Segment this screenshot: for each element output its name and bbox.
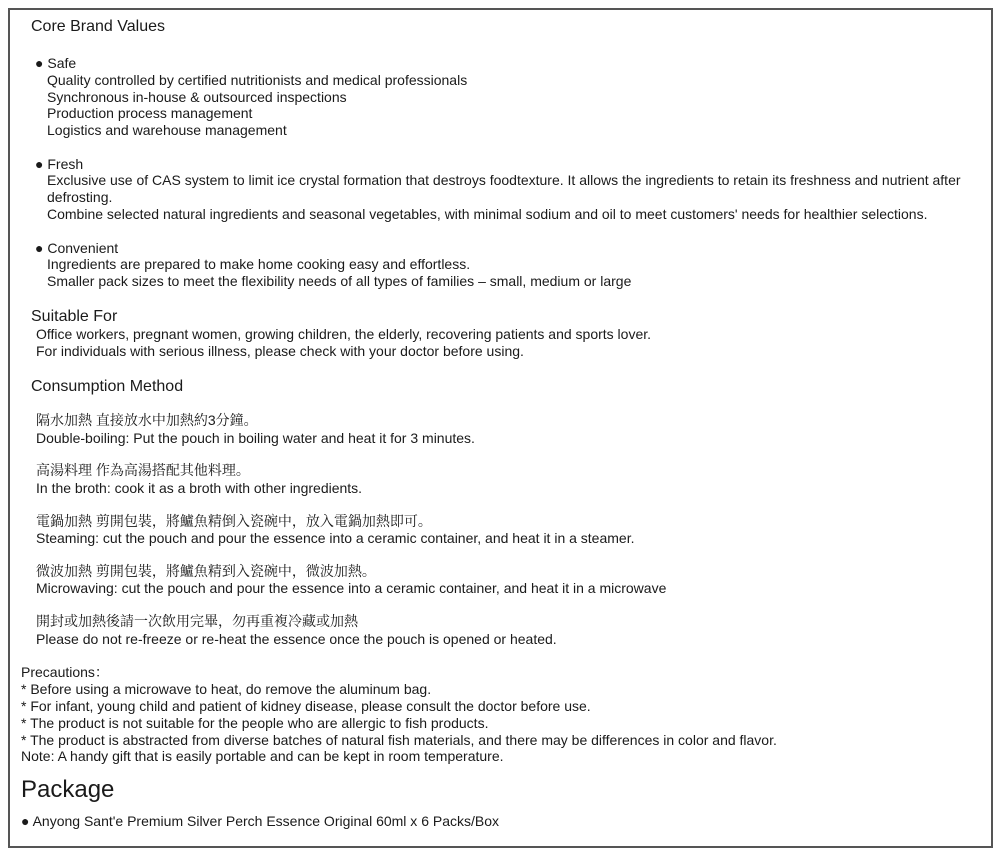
precautions-title: Precautions： [21,664,109,680]
precaution-note: Note: A handy gift that is easily portable and can be kept in room temperature. [21,748,504,764]
safe-line: Logistics and warehouse management [47,122,287,138]
precaution-item: * The product is abstracted from diverse batches of natural fish materials, and there may be differences in color and flavor. [21,732,777,748]
fresh-line: Combine selected natural ingredients and seasonal vegetables, with minimal sodium and oil to meet customers' needs for healthier selections. [47,206,928,222]
method-en: In the broth: cook it as a broth with other ingredients. [36,480,363,496]
method-zh: 隔水加熱 直接放水中加熱約3分鐘。 [36,412,258,428]
convenient-line: Ingredients are prepared to make home cooking easy and effortless. [47,256,471,272]
fresh-heading: ● Fresh [35,156,84,172]
precaution-item: * The product is not suitable for the people who are allergic to fish products. [21,715,489,731]
consumption-title: Consumption Method [31,378,184,395]
suitable-for-title: Suitable For [31,308,118,325]
core-values-title: Core Brand Values [31,18,165,35]
suitable-for-line: Office workers, pregnant women, growing children, the elderly, recovering patients and sports lover. [36,326,652,342]
convenient-line: Smaller pack sizes to meet the flexibility needs of all types of families – small, medium or large [47,273,632,289]
safe-line: Production process management [47,105,253,121]
method-zh: 電鍋加熱 剪開包裝，將鱸魚精倒入瓷碗中，放入電鍋加熱即可。 [36,513,432,529]
bullet-icon: ● [35,240,44,256]
bullet-icon: ● [35,55,44,71]
package-item: ● Anyong Sant'e Premium Silver Perch Essence Original 60ml x 6 Packs/Box [21,813,500,829]
suitable-for-line: For individuals with serious illness, please check with your doctor before using. [36,343,524,359]
safe-line: Synchronous in-house & outsourced inspections [47,89,347,105]
safe-heading: ● Safe [35,55,77,71]
method-en: Steaming: cut the pouch and pour the essence into a ceramic container, and heat it in a steamer. [36,530,635,546]
method-en: Please do not re-freeze or re-heat the essence once the pouch is opened or heated. [36,631,557,647]
method-en: Microwaving: cut the pouch and pour the essence into a ceramic container, and heat it in a microwave [36,580,667,596]
safe-line: Quality controlled by certified nutritionists and medical professionals [47,72,468,88]
method-zh: 開封或加熱後請一次飲用完畢，勿再重複冷藏或加熱 [36,613,358,629]
method-zh: 微波加熱 剪開包裝，將鱸魚精到入瓷碗中，微波加熱。 [36,563,376,579]
bullet-icon: ● [35,156,44,172]
precaution-item: * For infant, young child and patient of kidney disease, please consult the doctor before use. [21,698,591,714]
package-title: Package [21,776,115,803]
method-en: Double-boiling: Put the pouch in boiling water and heat it for 3 minutes. [36,430,475,446]
fresh-line: Exclusive use of CAS system to limit ice crystal formation that destroys foodtexture. It allows the ingredients to retain its freshness and nutrient after defrosting. [47,172,961,205]
precaution-item: * Before using a microwave to heat, do remove the aluminum bag. [21,681,432,697]
convenient-heading: ● Convenient [35,240,119,256]
method-zh: 高湯料理 作為高湯搭配其他料理。 [36,462,250,478]
